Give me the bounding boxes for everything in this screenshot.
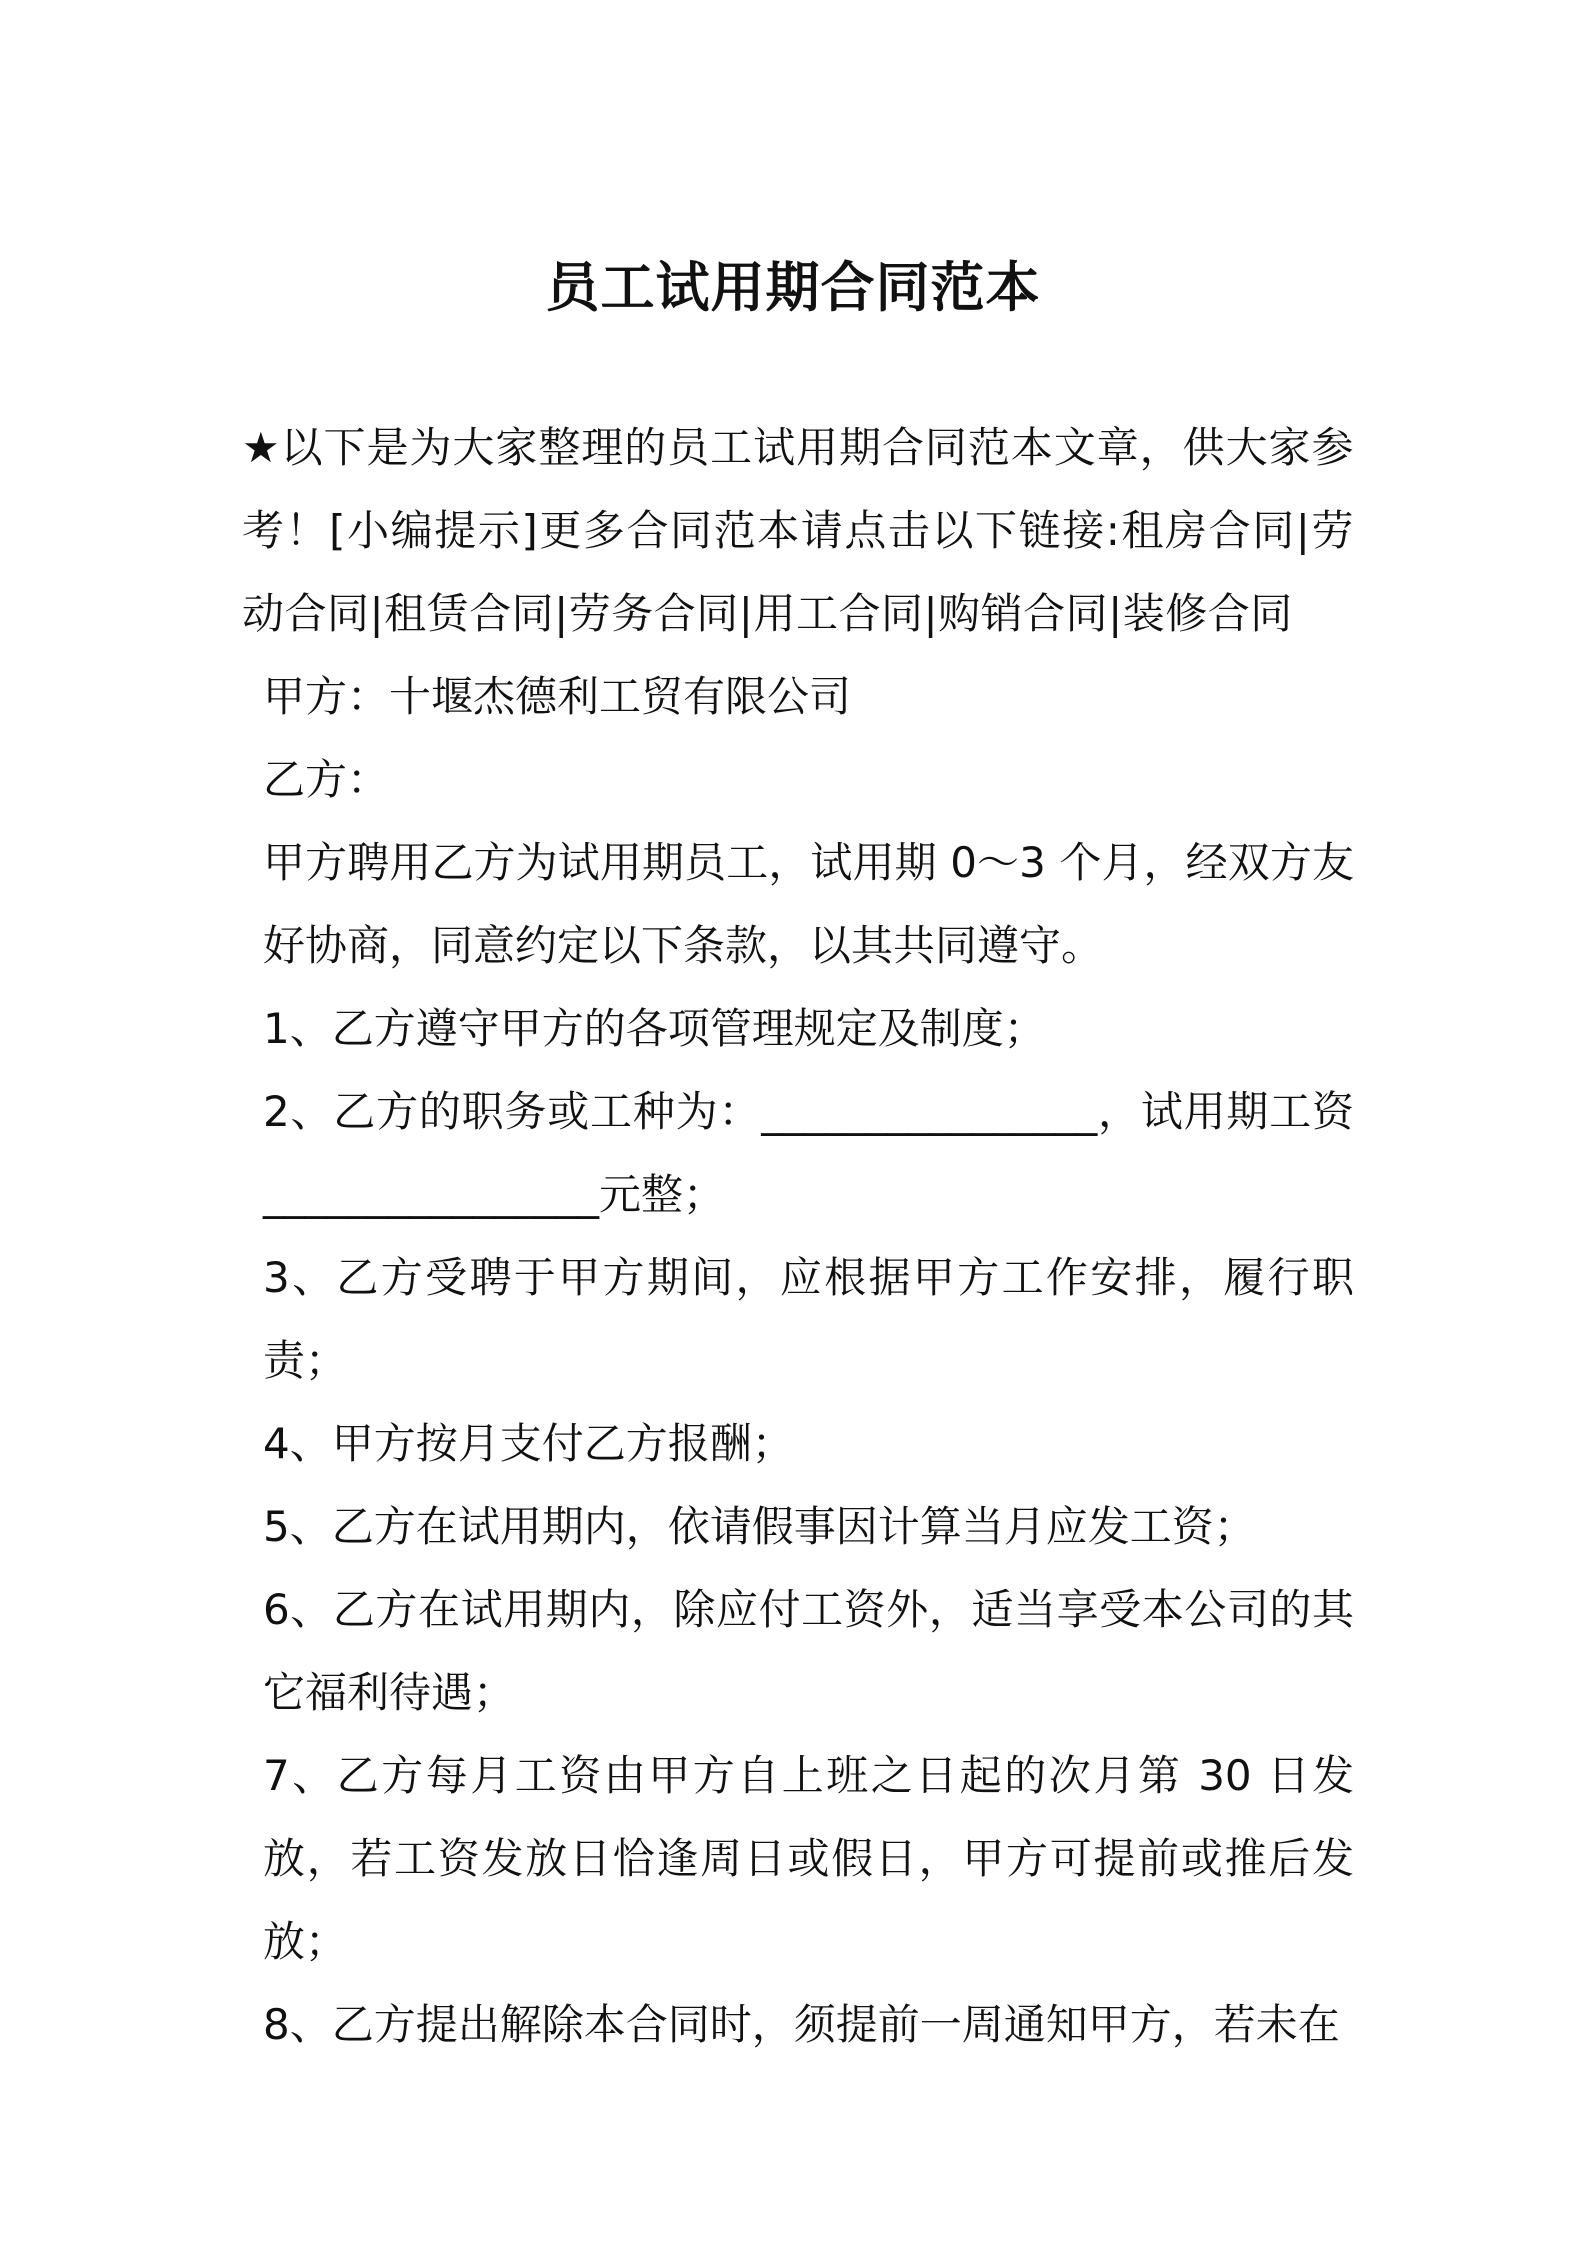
clause-6: 6、乙方在试用期内，除应付工资外，适当享受本公司的其它福利待遇； xyxy=(263,1585,1354,1717)
clause-1: 1、乙方遵守甲方的各项管理规定及制度； xyxy=(263,1004,1046,1053)
preamble-paragraph: 甲方聘用乙方为试用期员工，试用期 0～3 个月，经双方友好协商，同意约定以下条款，以其共同遵守。 xyxy=(263,838,1354,970)
document-title: 员工试用期合同范本 xyxy=(545,256,1041,319)
clause-2: 2、乙方的职务或工种为：________________，试用期工资________________元整； xyxy=(263,1087,1354,1219)
clause-4: 4、甲方按月支付乙方报酬； xyxy=(263,1419,794,1468)
party-a-line: 甲方：十堰杰德利工贸有限公司 xyxy=(263,672,852,721)
clause-5: 5、乙方在试用期内，依请假事因计算当月应发工资； xyxy=(263,1502,1256,1551)
document-body xyxy=(242,406,1354,2066)
clause-3: 3、乙方受聘于甲方期间，应根据甲方工作安排，履行职责； xyxy=(263,1253,1354,1385)
clause-7: 7、乙方每月工资由甲方自上班之日起的次月第 30 日发放，若工资发放日恰逢周日或假日，甲方可提前或推后发放； xyxy=(263,1751,1354,1966)
intro-paragraph: ★以下是为大家整理的员工试用期合同范本文章，供大家参考！[小编提示]更多合同范本请点击以下链接:租房合同|劳动合同|租赁合同|劳务合同|用工合同|购销合同|装修合同 xyxy=(242,423,1354,638)
clause-8: 8、乙方提出解除本合同时，须提前一周通知甲方，若未在 xyxy=(263,2000,1340,2049)
party-b-line: 乙方： xyxy=(263,755,390,804)
